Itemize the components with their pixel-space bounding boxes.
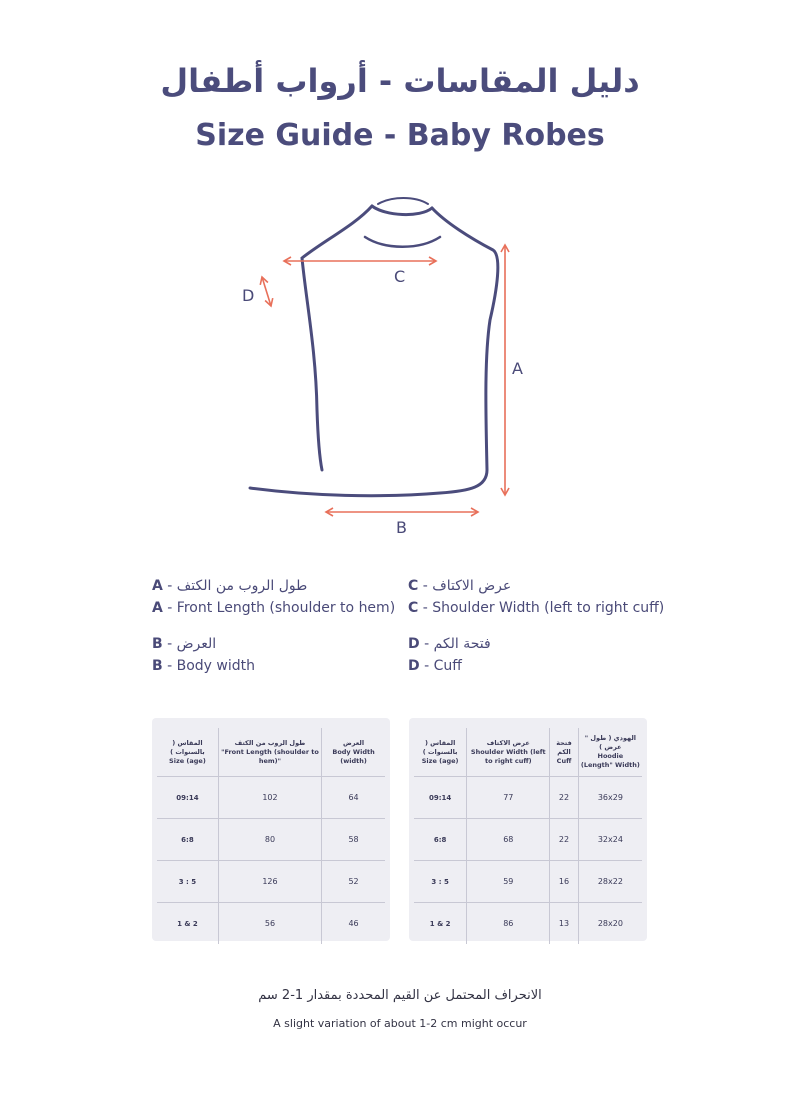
legend-right [408, 575, 664, 677]
legend-b-en: B - Body width [152, 658, 256, 674]
label-a: A [512, 359, 523, 378]
robe-neckline [365, 237, 440, 247]
size-table-1-card [152, 718, 390, 941]
arrow-d [262, 277, 271, 306]
robe-outline-left [302, 206, 372, 470]
legend-a-en: A - Front Length (shoulder to hem) [152, 600, 396, 616]
table-row: 3 : 5 59 16 28x22 [414, 861, 642, 903]
table-row: 09:14 77 22 36x29 [414, 777, 642, 819]
table-row: 6:8 80 58 [157, 819, 385, 861]
table-header: الهودي ( طول " عرض ) Hoodie (Length" Width) [578, 728, 642, 777]
robe-outline [250, 208, 498, 496]
table-row: 1 & 2 56 46 [157, 903, 385, 945]
legend-a-ar: A - طول الروب من الكتف [152, 578, 308, 594]
table-row: 3 : 5 126 52 [157, 861, 385, 903]
variation-note-arabic: الانحراف المحتمل عن القيم المحددة بمقدار 1-2 سم [258, 988, 542, 1003]
variation-note-english: A slight variation of about 1-2 cm might occur [273, 1017, 527, 1030]
table-header: عرض الاكتاف Shoulder Width (left to right cuff) [467, 728, 550, 777]
size-table-2-card [409, 718, 647, 941]
legend-d-en: D - Cuff [408, 658, 462, 674]
size-table-2 [414, 728, 642, 944]
label-d: D [242, 286, 255, 305]
legend-left [152, 575, 395, 677]
size-table-1 [157, 728, 385, 944]
page-title-arabic: دليل المقاسات - أرواب أطفال [160, 62, 640, 100]
table-header: المقاس ( بالسنوات ) Size (age) [414, 728, 467, 777]
legend-d-ar: D - فتحة الكم [408, 636, 491, 652]
table-row: 6:8 68 22 32x24 [414, 819, 642, 861]
label-c: C [394, 267, 406, 286]
robe-diagram [0, 180, 800, 550]
legend-c-en: C - Shoulder Width (left to right cuff) [408, 600, 665, 616]
table-header: طول الروب من الكتف "Front Length (shoulder to hem)" [218, 728, 321, 777]
robe-collar [372, 206, 432, 215]
page-title-english: Size Guide - Baby Robes [195, 118, 605, 153]
table-header: المقاس ( بالسنوات ) Size (age) [157, 728, 218, 777]
legend-c-ar: C - عرض الاكتاف [408, 578, 512, 594]
table-header: فتحة الكم Cuff [550, 728, 578, 777]
legend-b-ar: B - العرض [152, 636, 217, 652]
table-row: 1 & 2 86 13 28x20 [414, 903, 642, 945]
table-row: 09:14 102 64 [157, 777, 385, 819]
robe-collar-top [378, 198, 428, 204]
label-b: B [396, 518, 407, 537]
table-header: العرض Body Width (width) [322, 728, 385, 777]
